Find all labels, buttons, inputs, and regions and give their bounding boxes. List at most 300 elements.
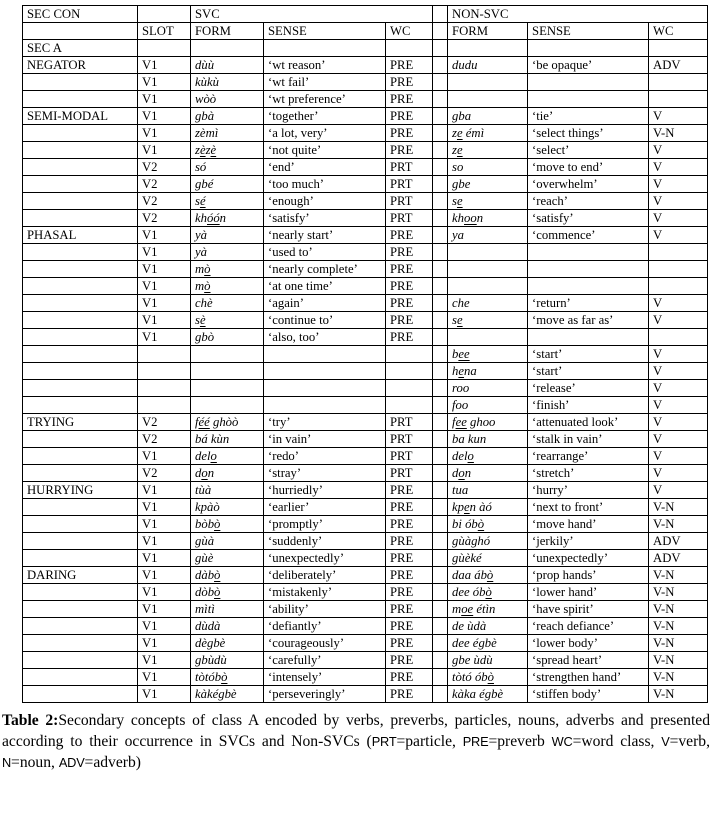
cell-sense xyxy=(264,397,386,414)
cell-sec xyxy=(23,516,138,533)
cell-sense2: ‘next to front’ xyxy=(528,499,649,516)
separator-cell xyxy=(433,108,448,125)
cell-form xyxy=(191,380,264,397)
table-row xyxy=(23,57,708,74)
cell-wc: PRE xyxy=(386,601,433,618)
cell-wc2: V-N xyxy=(649,499,708,516)
cell-sense: ‘mistakenly’ xyxy=(264,584,386,601)
separator-cell xyxy=(433,448,448,465)
cell-form2: dee óbò xyxy=(448,584,528,601)
cell-wc2: V xyxy=(649,482,708,499)
cell-slot: V1 xyxy=(138,533,191,550)
separator-cell xyxy=(433,567,448,584)
cell-sec xyxy=(23,278,138,295)
cell-wc: PRT xyxy=(386,414,433,431)
cell-wc: PRE xyxy=(386,550,433,567)
cell-wc: PRE xyxy=(386,686,433,703)
cell-form: zèmì xyxy=(191,125,264,142)
cell-sense: ‘again’ xyxy=(264,295,386,312)
header-nonsvc-form: FORM xyxy=(448,23,528,40)
cell-form2: ze émì xyxy=(448,125,528,142)
cell-form2 xyxy=(448,329,528,346)
cell-sec xyxy=(23,295,138,312)
cell-form: gbé xyxy=(191,176,264,193)
cell-sense2: ‘unexpectedly’ xyxy=(528,550,649,567)
cell-slot xyxy=(138,397,191,414)
cell-wc2: V xyxy=(649,414,708,431)
cell-form2: gbe ùdù xyxy=(448,652,528,669)
cell-form2 xyxy=(448,278,528,295)
cell-sense2: ‘move to end’ xyxy=(528,159,649,176)
table-row xyxy=(23,431,708,448)
cell-sense: ‘at one time’ xyxy=(264,278,386,295)
cell-form: bá kùn xyxy=(191,431,264,448)
table-row xyxy=(23,567,708,584)
cell-form: yà xyxy=(191,244,264,261)
cell-sec xyxy=(23,550,138,567)
cell-wc: PRE xyxy=(386,482,433,499)
header-svc-group: SVC xyxy=(191,6,433,23)
cell-form2: bee xyxy=(448,346,528,363)
cell-sense2: ‘select’ xyxy=(528,142,649,159)
header-nonsvc-wc: WC xyxy=(649,23,708,40)
cell-wc: PRE xyxy=(386,261,433,278)
cell-sense: ‘also, too’ xyxy=(264,329,386,346)
cell-sense: ‘unexpectedly’ xyxy=(264,550,386,567)
cell-form2: tòtó óbò xyxy=(448,669,528,686)
cell-sense2: ‘return’ xyxy=(528,295,649,312)
cell-sense: ‘a lot, very’ xyxy=(264,125,386,142)
cell-sense: ‘earlier’ xyxy=(264,499,386,516)
cell-wc2: V-N xyxy=(649,567,708,584)
cell-sec: TRYING xyxy=(23,414,138,431)
table-row xyxy=(23,363,708,380)
cell-slot: V1 xyxy=(138,567,191,584)
cell-sec: HURRYING xyxy=(23,482,138,499)
cell-form: zèzè xyxy=(191,142,264,159)
cell-form2: bi óbò xyxy=(448,516,528,533)
cell-form2: se xyxy=(448,193,528,210)
cell-form: mò xyxy=(191,261,264,278)
cell-sense2 xyxy=(528,91,649,108)
cell-form: dùù xyxy=(191,57,264,74)
cell-sense2 xyxy=(528,244,649,261)
separator-cell xyxy=(433,142,448,159)
caption-text: =preverb xyxy=(488,733,552,750)
cell-form2: moe étìn xyxy=(448,601,528,618)
cell-slot xyxy=(138,40,191,57)
cell-sense2: ‘attenuated look’ xyxy=(528,414,649,431)
cell-sec xyxy=(23,601,138,618)
cell-form2: gbe xyxy=(448,176,528,193)
cell-wc2: V-N xyxy=(649,516,708,533)
header-sec-con: SEC CON xyxy=(23,6,138,23)
cell-slot xyxy=(138,380,191,397)
table-row xyxy=(23,465,708,482)
cell-wc2: V-N xyxy=(649,125,708,142)
cell-sense: ‘stray’ xyxy=(264,465,386,482)
secondary-concepts-table xyxy=(22,5,708,703)
cell-sense2: ‘rearrange’ xyxy=(528,448,649,465)
cell-form: mò xyxy=(191,278,264,295)
cell-sec xyxy=(23,329,138,346)
table-row xyxy=(23,74,708,91)
table-row xyxy=(23,295,708,312)
cell-slot xyxy=(138,363,191,380)
table-row xyxy=(23,533,708,550)
cell-wc: PRE xyxy=(386,618,433,635)
cell-form2: ze xyxy=(448,142,528,159)
cell-slot: V1 xyxy=(138,550,191,567)
cell-sec: SEMI-MODAL xyxy=(23,108,138,125)
cell-form: bòbò xyxy=(191,516,264,533)
cell-wc2: V-N xyxy=(649,669,708,686)
header-svc-wc: WC xyxy=(386,23,433,40)
cell-form: dàbò xyxy=(191,567,264,584)
separator-cell xyxy=(433,159,448,176)
cell-slot: V1 xyxy=(138,295,191,312)
cell-slot: V2 xyxy=(138,176,191,193)
cell-wc2: V xyxy=(649,159,708,176)
cell-wc: PRE xyxy=(386,278,433,295)
cell-wc: PRE xyxy=(386,312,433,329)
cell-sense xyxy=(264,380,386,397)
cell-sec xyxy=(23,159,138,176)
table-row xyxy=(23,40,708,57)
cell-sense: ‘end’ xyxy=(264,159,386,176)
header-svc-form: FORM xyxy=(191,23,264,40)
cell-form: delo xyxy=(191,448,264,465)
cell-form: só xyxy=(191,159,264,176)
cell-sec xyxy=(23,363,138,380)
cell-form2 xyxy=(448,74,528,91)
separator-cell xyxy=(433,244,448,261)
table-row xyxy=(23,159,708,176)
cell-slot: V1 xyxy=(138,652,191,669)
cell-form2: tua xyxy=(448,482,528,499)
cell-sense: ‘intensely’ xyxy=(264,669,386,686)
cell-sec xyxy=(23,669,138,686)
separator-cell xyxy=(433,74,448,91)
cell-wc: PRT xyxy=(386,159,433,176)
cell-wc2: V-N xyxy=(649,601,708,618)
separator-cell xyxy=(433,227,448,244)
caption-label: Table 2: xyxy=(2,712,59,729)
cell-sec xyxy=(23,397,138,414)
cell-slot: V1 xyxy=(138,482,191,499)
cell-slot: V1 xyxy=(138,448,191,465)
table-row xyxy=(23,448,708,465)
cell-sense2: ‘tie’ xyxy=(528,108,649,125)
cell-sec: NEGATOR xyxy=(23,57,138,74)
cell-form xyxy=(191,363,264,380)
cell-form2: so xyxy=(448,159,528,176)
cell-sense: ‘wt reason’ xyxy=(264,57,386,74)
cell-wc2: V xyxy=(649,295,708,312)
cell-wc2: V xyxy=(649,431,708,448)
cell-form2: don xyxy=(448,465,528,482)
table-body xyxy=(23,40,708,703)
cell-wc2 xyxy=(649,329,708,346)
cell-wc: PRE xyxy=(386,91,433,108)
cell-form: tòtóbò xyxy=(191,669,264,686)
cell-form2: delo xyxy=(448,448,528,465)
cell-sense2: ‘reach defiance’ xyxy=(528,618,649,635)
cell-form: yà xyxy=(191,227,264,244)
cell-wc2: V xyxy=(649,312,708,329)
cell-form xyxy=(191,40,264,57)
header-row-groups xyxy=(23,6,708,23)
cell-sense: ‘promptly’ xyxy=(264,516,386,533)
separator-cell xyxy=(433,465,448,482)
separator-cell xyxy=(433,397,448,414)
separator-cell xyxy=(433,499,448,516)
cell-form2: fee ghoo xyxy=(448,414,528,431)
cell-wc2: V-N xyxy=(649,584,708,601)
cell-form: wòò xyxy=(191,91,264,108)
cell-form: tùà xyxy=(191,482,264,499)
separator-cell xyxy=(433,584,448,601)
cell-sense: ‘hurriedly’ xyxy=(264,482,386,499)
cell-sec xyxy=(23,584,138,601)
table-row xyxy=(23,686,708,703)
caption-abbr: PRE xyxy=(462,734,489,749)
cell-sense: ‘redo’ xyxy=(264,448,386,465)
cell-wc: PRE xyxy=(386,669,433,686)
cell-wc2 xyxy=(649,244,708,261)
cell-sense xyxy=(264,346,386,363)
cell-slot: V2 xyxy=(138,193,191,210)
cell-sense: ‘in vain’ xyxy=(264,431,386,448)
cell-slot: V1 xyxy=(138,278,191,295)
separator-cell xyxy=(433,363,448,380)
table-row xyxy=(23,346,708,363)
cell-form xyxy=(191,397,264,414)
cell-wc2: V xyxy=(649,142,708,159)
cell-form: gbò xyxy=(191,329,264,346)
cell-wc2: ADV xyxy=(649,533,708,550)
separator-cell xyxy=(433,635,448,652)
header-nonsvc-sense: SENSE xyxy=(528,23,649,40)
cell-sec xyxy=(23,261,138,278)
cell-form2 xyxy=(448,244,528,261)
caption-text: Secondary concepts of class A encoded by verbs, preverbs, particles, nouns, adverbs and presented according to their occurrence in SVCs and Non-SVCs ( xyxy=(2,712,710,750)
separator-cell xyxy=(433,431,448,448)
table-row xyxy=(23,601,708,618)
separator-cell xyxy=(433,210,448,227)
header-slot: SLOT xyxy=(138,23,191,40)
separator-cell xyxy=(433,278,448,295)
cell-wc2: V-N xyxy=(649,686,708,703)
cell-sense: ‘deliberately’ xyxy=(264,567,386,584)
caption-text: =adverb) xyxy=(84,754,141,771)
cell-wc: PRE xyxy=(386,329,433,346)
cell-wc: PRE xyxy=(386,142,433,159)
cell-sec xyxy=(23,193,138,210)
cell-form2: ya xyxy=(448,227,528,244)
cell-sense2: ‘start’ xyxy=(528,363,649,380)
separator-cell xyxy=(433,176,448,193)
table-row xyxy=(23,482,708,499)
cell-form2: kàka égbè xyxy=(448,686,528,703)
cell-form2 xyxy=(448,261,528,278)
cell-wc2: V xyxy=(649,176,708,193)
cell-sec xyxy=(23,686,138,703)
cell-wc: PRE xyxy=(386,295,433,312)
cell-wc2: V xyxy=(649,227,708,244)
cell-wc xyxy=(386,346,433,363)
cell-sense2: ‘have spirit’ xyxy=(528,601,649,618)
table-row xyxy=(23,91,708,108)
cell-slot: V1 xyxy=(138,686,191,703)
separator-cell xyxy=(433,193,448,210)
table-row xyxy=(23,329,708,346)
cell-slot: V1 xyxy=(138,74,191,91)
separator-cell xyxy=(433,618,448,635)
cell-slot: V1 xyxy=(138,312,191,329)
caption-abbr: WC xyxy=(551,734,573,749)
cell-sense2 xyxy=(528,261,649,278)
separator-cell xyxy=(433,550,448,567)
cell-sense: ‘nearly complete’ xyxy=(264,261,386,278)
cell-wc: PRT xyxy=(386,465,433,482)
cell-slot: V1 xyxy=(138,261,191,278)
cell-wc: PRT xyxy=(386,210,433,227)
header-non-svc-group: NON-SVC xyxy=(448,6,708,23)
cell-sense: ‘perseveringly’ xyxy=(264,686,386,703)
cell-form: kàkégbè xyxy=(191,686,264,703)
cell-form2: de ùdà xyxy=(448,618,528,635)
cell-form2: gùèké xyxy=(448,550,528,567)
cell-sense xyxy=(264,363,386,380)
separator-cell xyxy=(433,346,448,363)
cell-sense2 xyxy=(528,278,649,295)
table-row xyxy=(23,516,708,533)
caption-segments xyxy=(2,712,710,771)
cell-form2 xyxy=(448,91,528,108)
header-row-columns xyxy=(23,23,708,40)
table-row xyxy=(23,380,708,397)
cell-sec xyxy=(23,346,138,363)
cell-sense2: ‘hurry’ xyxy=(528,482,649,499)
cell-wc2 xyxy=(649,278,708,295)
cell-form: gbà xyxy=(191,108,264,125)
cell-wc: PRE xyxy=(386,244,433,261)
cell-sense: ‘wt fail’ xyxy=(264,74,386,91)
cell-sense: ‘courageously’ xyxy=(264,635,386,652)
cell-form: khóón xyxy=(191,210,264,227)
separator-cell xyxy=(433,669,448,686)
cell-form2: ba kun xyxy=(448,431,528,448)
cell-form2: se xyxy=(448,312,528,329)
separator-cell xyxy=(433,516,448,533)
cell-wc2: V-N xyxy=(649,652,708,669)
table-row xyxy=(23,618,708,635)
cell-wc: PRT xyxy=(386,431,433,448)
table-row xyxy=(23,176,708,193)
cell-wc2 xyxy=(649,74,708,91)
table-row xyxy=(23,125,708,142)
cell-sense2: ‘jerkily’ xyxy=(528,533,649,550)
cell-wc xyxy=(386,397,433,414)
cell-form: kpàò xyxy=(191,499,264,516)
cell-form2: roo xyxy=(448,380,528,397)
cell-wc: PRE xyxy=(386,652,433,669)
table-row xyxy=(23,635,708,652)
cell-wc: PRE xyxy=(386,516,433,533)
cell-form2: foo xyxy=(448,397,528,414)
cell-slot: V2 xyxy=(138,465,191,482)
cell-slot: V1 xyxy=(138,635,191,652)
cell-sense: ‘not quite’ xyxy=(264,142,386,159)
table-row xyxy=(23,278,708,295)
cell-wc xyxy=(386,40,433,57)
cell-sense: ‘nearly start’ xyxy=(264,227,386,244)
cell-form: dègbè xyxy=(191,635,264,652)
separator-cell xyxy=(433,6,448,23)
cell-sec: DARING xyxy=(23,567,138,584)
cell-wc2 xyxy=(649,40,708,57)
cell-sec xyxy=(23,380,138,397)
cell-form: chè xyxy=(191,295,264,312)
cell-wc2: V xyxy=(649,210,708,227)
cell-sense2: ‘move as far as’ xyxy=(528,312,649,329)
cell-sense2: ‘reach’ xyxy=(528,193,649,210)
cell-sense2: ‘move hand’ xyxy=(528,516,649,533)
caption-text: =particle, xyxy=(396,733,463,750)
separator-cell xyxy=(433,380,448,397)
cell-sense2: ‘stalk in vain’ xyxy=(528,431,649,448)
cell-wc2: V xyxy=(649,346,708,363)
cell-form: dòbò xyxy=(191,584,264,601)
cell-sense: ‘defiantly’ xyxy=(264,618,386,635)
table-row xyxy=(23,499,708,516)
separator-cell xyxy=(433,57,448,74)
cell-slot: V2 xyxy=(138,431,191,448)
cell-wc: PRE xyxy=(386,635,433,652)
table-row xyxy=(23,210,708,227)
cell-sense2: ‘stretch’ xyxy=(528,465,649,482)
cell-sec xyxy=(23,312,138,329)
table-row xyxy=(23,312,708,329)
cell-sense2 xyxy=(528,329,649,346)
cell-slot: V1 xyxy=(138,91,191,108)
cell-wc: PRE xyxy=(386,57,433,74)
cell-sense: ‘try’ xyxy=(264,414,386,431)
cell-sec xyxy=(23,499,138,516)
cell-slot: V2 xyxy=(138,210,191,227)
cell-sec xyxy=(23,125,138,142)
cell-wc2: V xyxy=(649,397,708,414)
cell-sense: ‘enough’ xyxy=(264,193,386,210)
cell-sense2: ‘lower hand’ xyxy=(528,584,649,601)
cell-sense2: ‘strengthen hand’ xyxy=(528,669,649,686)
caption-abbr: ADV xyxy=(58,755,85,770)
cell-sense2: ‘prop hands’ xyxy=(528,567,649,584)
cell-wc2: V xyxy=(649,465,708,482)
table-row xyxy=(23,108,708,125)
table-row xyxy=(23,584,708,601)
cell-form2: hena xyxy=(448,363,528,380)
cell-wc xyxy=(386,380,433,397)
cell-form: gùè xyxy=(191,550,264,567)
cell-form: mìtì xyxy=(191,601,264,618)
cell-sec: PHASAL xyxy=(23,227,138,244)
separator-cell xyxy=(433,533,448,550)
cell-form2: khoon xyxy=(448,210,528,227)
cell-slot: V1 xyxy=(138,601,191,618)
cell-sense2: ‘select things’ xyxy=(528,125,649,142)
